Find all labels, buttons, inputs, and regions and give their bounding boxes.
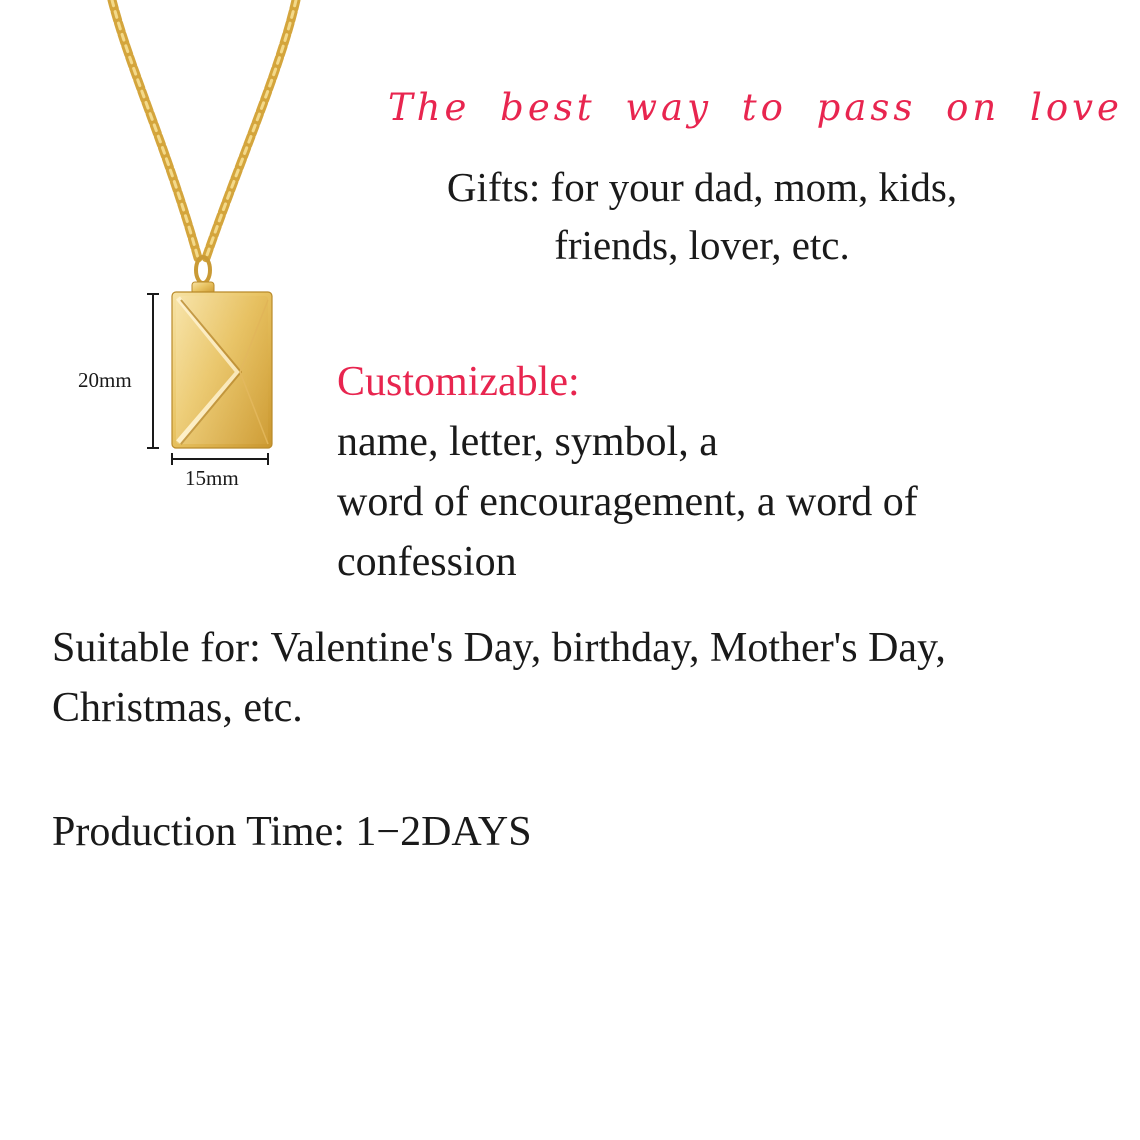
tagline: The best way to pass on love [388,86,1123,129]
gifts-text [352,158,1052,274]
envelope-necklace-image [0,0,330,500]
suitable-for-line-1: Suitable for: Valentine's Day, birthday, Mother's Day, [52,625,946,671]
jump-ring [196,257,210,283]
gifts-line-2: friends, lover, etc. [554,222,850,268]
height-dimension-marker [147,294,159,448]
gifts-line-1: Gifts: for your dad, mom, kids, [446,164,958,210]
width-dimension-label: 15mm [185,466,239,490]
production-time: Production Time: 1−2DAYS [52,809,532,855]
width-dimension-marker [172,453,268,465]
customizable-line-2: word of encouragement, a word of [337,479,918,525]
customizable-heading: Customizable: [337,359,580,405]
height-dimension-label: 20mm [78,368,132,392]
customizable-line-3: confession [337,539,517,585]
customizable-line-1: name, letter, symbol, a [337,419,718,465]
suitable-for-line-2: Christmas, etc. [52,685,303,731]
envelope-pendant [172,292,272,448]
